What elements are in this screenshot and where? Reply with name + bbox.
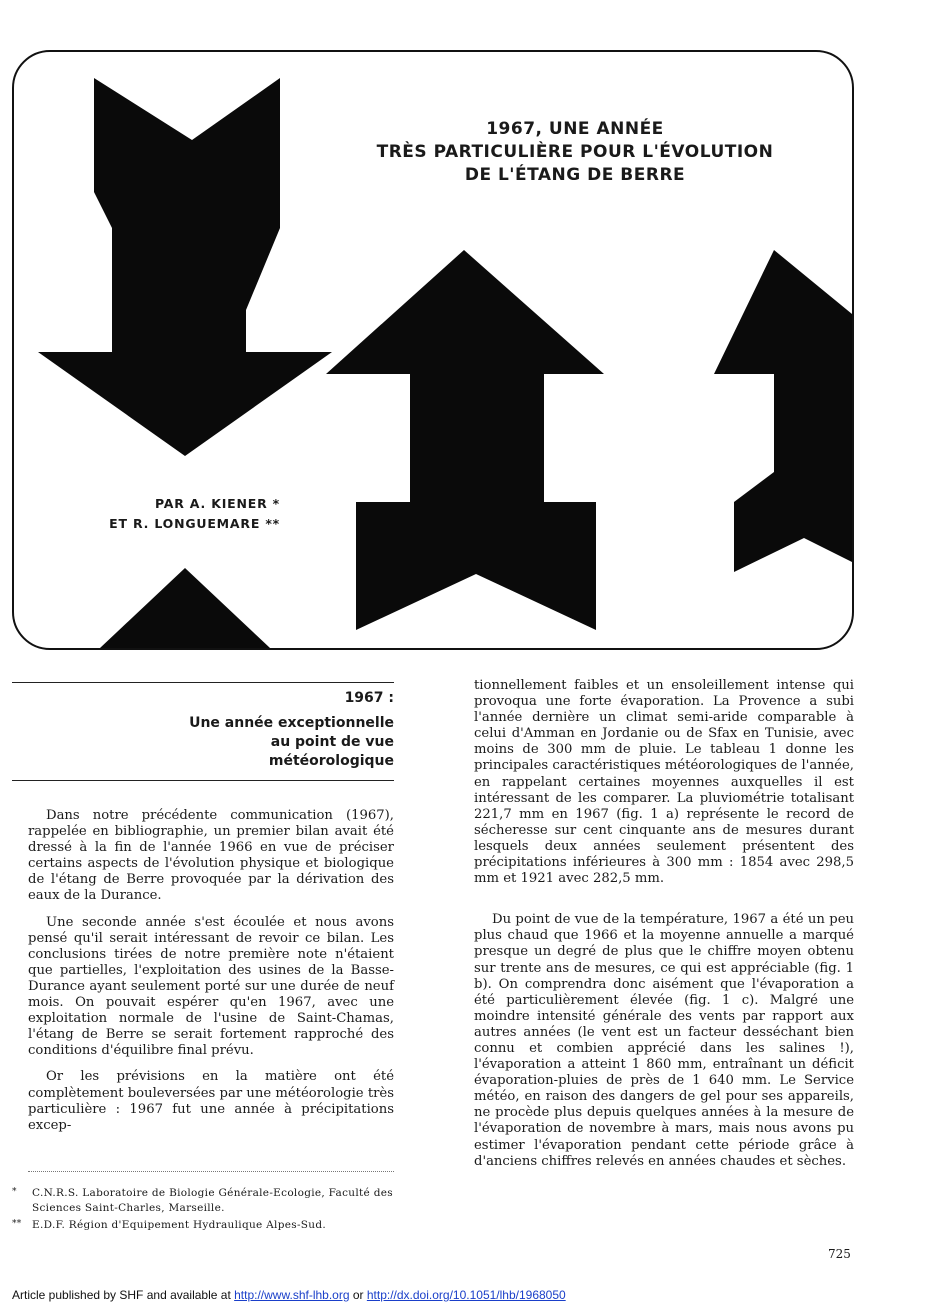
- authors: [80, 494, 280, 534]
- section-heading-line: météorologique: [268, 753, 394, 769]
- paragraph: Du point de vue de la température, 1967 a été un peu plus chaud que 1966 et la moyenne annuelle a marqué presque un degré de plus que le chiffre moyen obtenu sur trente ans de mesures, ce qui est appréciable (fig. 1 b). On comprendra donc aisément que l'évaporation a été particulièrement élevée (fig. 1 c). Malgré une moindre intensité générale des vents par rapport aux autres années (le vent est un facteur desséchant bien connu et combien apprécié dans les salines !), l'évaporation a atteint 1 860 mm, entraînant un déficit évaporation-pluies de près de 1 640 mm. Le Service météo, en raison des dangers de gel pour ses appareils, ne procède plus depuis quelques années à la mesure de l'évaporation de novembre à mars, mais nous avons pu estimer l'évaporation pendant cette période grâce à d'anciens chiffres relevés en années chaudes et sèches.: [474, 912, 854, 1169]
- footnote-mark: **: [12, 1219, 22, 1229]
- footnote-text: C.N.R.S. Laboratoire de Biologie Générale-Ecologie, Faculté des Sciences Saint-Charles, Marseille.: [32, 1187, 393, 1214]
- up-arrow-icon: [714, 250, 852, 572]
- footnote-mark: *: [12, 1187, 17, 1197]
- credit-text: or: [349, 1288, 367, 1302]
- section-heading-line: Une année exceptionnelle: [189, 715, 394, 731]
- paragraph: tionnellement faibles et un ensoleillement intense qui provoqua une forte évaporation. La Provence a subi l'année dernière un climat semi-aride comparable à celui d'Amman en Jordanie ou de Sfax en Tunisie, avec moins de 300 mm de pluie. Le tableau 1 donne les principales caractéristiques météorologiques de l'année, en rappelant certaines moyennes auxquelles il est intéressant de les comparer. La pluviométrie totalisant 221,7 mm en 1967 (fig. 1 a) représente le record de sécheresse sur cent cinquante ans de mesures durant lesquels deux années seulement présentent des précipitations inférieures à 300 mm : 1854 avec 298,5 mm et 1921 avec 282,5 mm.: [474, 678, 854, 887]
- section-heading: [150, 689, 394, 771]
- article-title: [350, 118, 800, 187]
- paragraph: Une seconde année s'est écoulée et nous avons pensé qu'il serait intéressant de revoir ce bilan. Les conclusions tirées de notre première note n'étaient que partielles, l'exploitation des usines de la Basse-Durance ayant seulement porté sur une durée de neuf mois. On pouvait espérer qu'en 1967, avec une exploitation normale de l'usine de Saint-Chamas, l'étang de Berre se serait fortement rapproché des conditions d'équilibre final prévu.: [28, 914, 394, 1059]
- section-year: 1967 :: [344, 690, 394, 706]
- credit-text: Article published by SHF and available at: [12, 1288, 235, 1302]
- footnote: [12, 1218, 396, 1233]
- up-arrow-icon: [100, 568, 270, 648]
- doi-link[interactable]: http://dx.doi.org/10.1051/lhb/1968050: [366, 1288, 566, 1302]
- shf-link[interactable]: http://www.shf-lhb.org: [234, 1288, 350, 1302]
- column-left: [28, 808, 394, 1134]
- heading-rule-bottom: [12, 780, 394, 781]
- paragraph: Or les prévisions en la matière ont été complètement bouleversées par une météorologie très particulière : 1967 fut une année à précipitations excep-: [28, 1069, 394, 1133]
- title-line: DE L'ÉTANG DE BERRE: [464, 165, 686, 185]
- footnotes: [12, 1186, 396, 1233]
- column-right: [474, 678, 854, 1170]
- footnote: [12, 1186, 396, 1215]
- paragraph: Dans notre précédente communication (1967), rappelée en bibliographie, un premier bilan avait été dressé à la fin de l'année 1966 en vue de préciser certains aspects de l'évolution physique et biologique de l'étang de Berre provoquée par la dérivation des eaux de la Durance.: [28, 808, 394, 904]
- title-line: TRÈS PARTICULIÈRE POUR L'ÉVOLUTION: [376, 142, 774, 162]
- section-heading-line: au point de vue: [270, 734, 394, 750]
- author-line: ET R. LONGUEMARE **: [109, 516, 280, 531]
- down-arrow-icon: [38, 78, 332, 456]
- heading-rule-top: [12, 682, 394, 683]
- footnote-separator: [28, 1171, 394, 1172]
- title-line: 1967, UNE ANNÉE: [486, 119, 664, 139]
- author-line: PAR A. KIENER *: [154, 496, 280, 511]
- up-arrow-icon: [326, 250, 604, 630]
- footnote-text: E.D.F. Région d'Equipement Hydraulique Alpes-Sud.: [32, 1219, 327, 1231]
- publication-credit: [12, 1288, 566, 1302]
- page-number: 725: [828, 1247, 851, 1261]
